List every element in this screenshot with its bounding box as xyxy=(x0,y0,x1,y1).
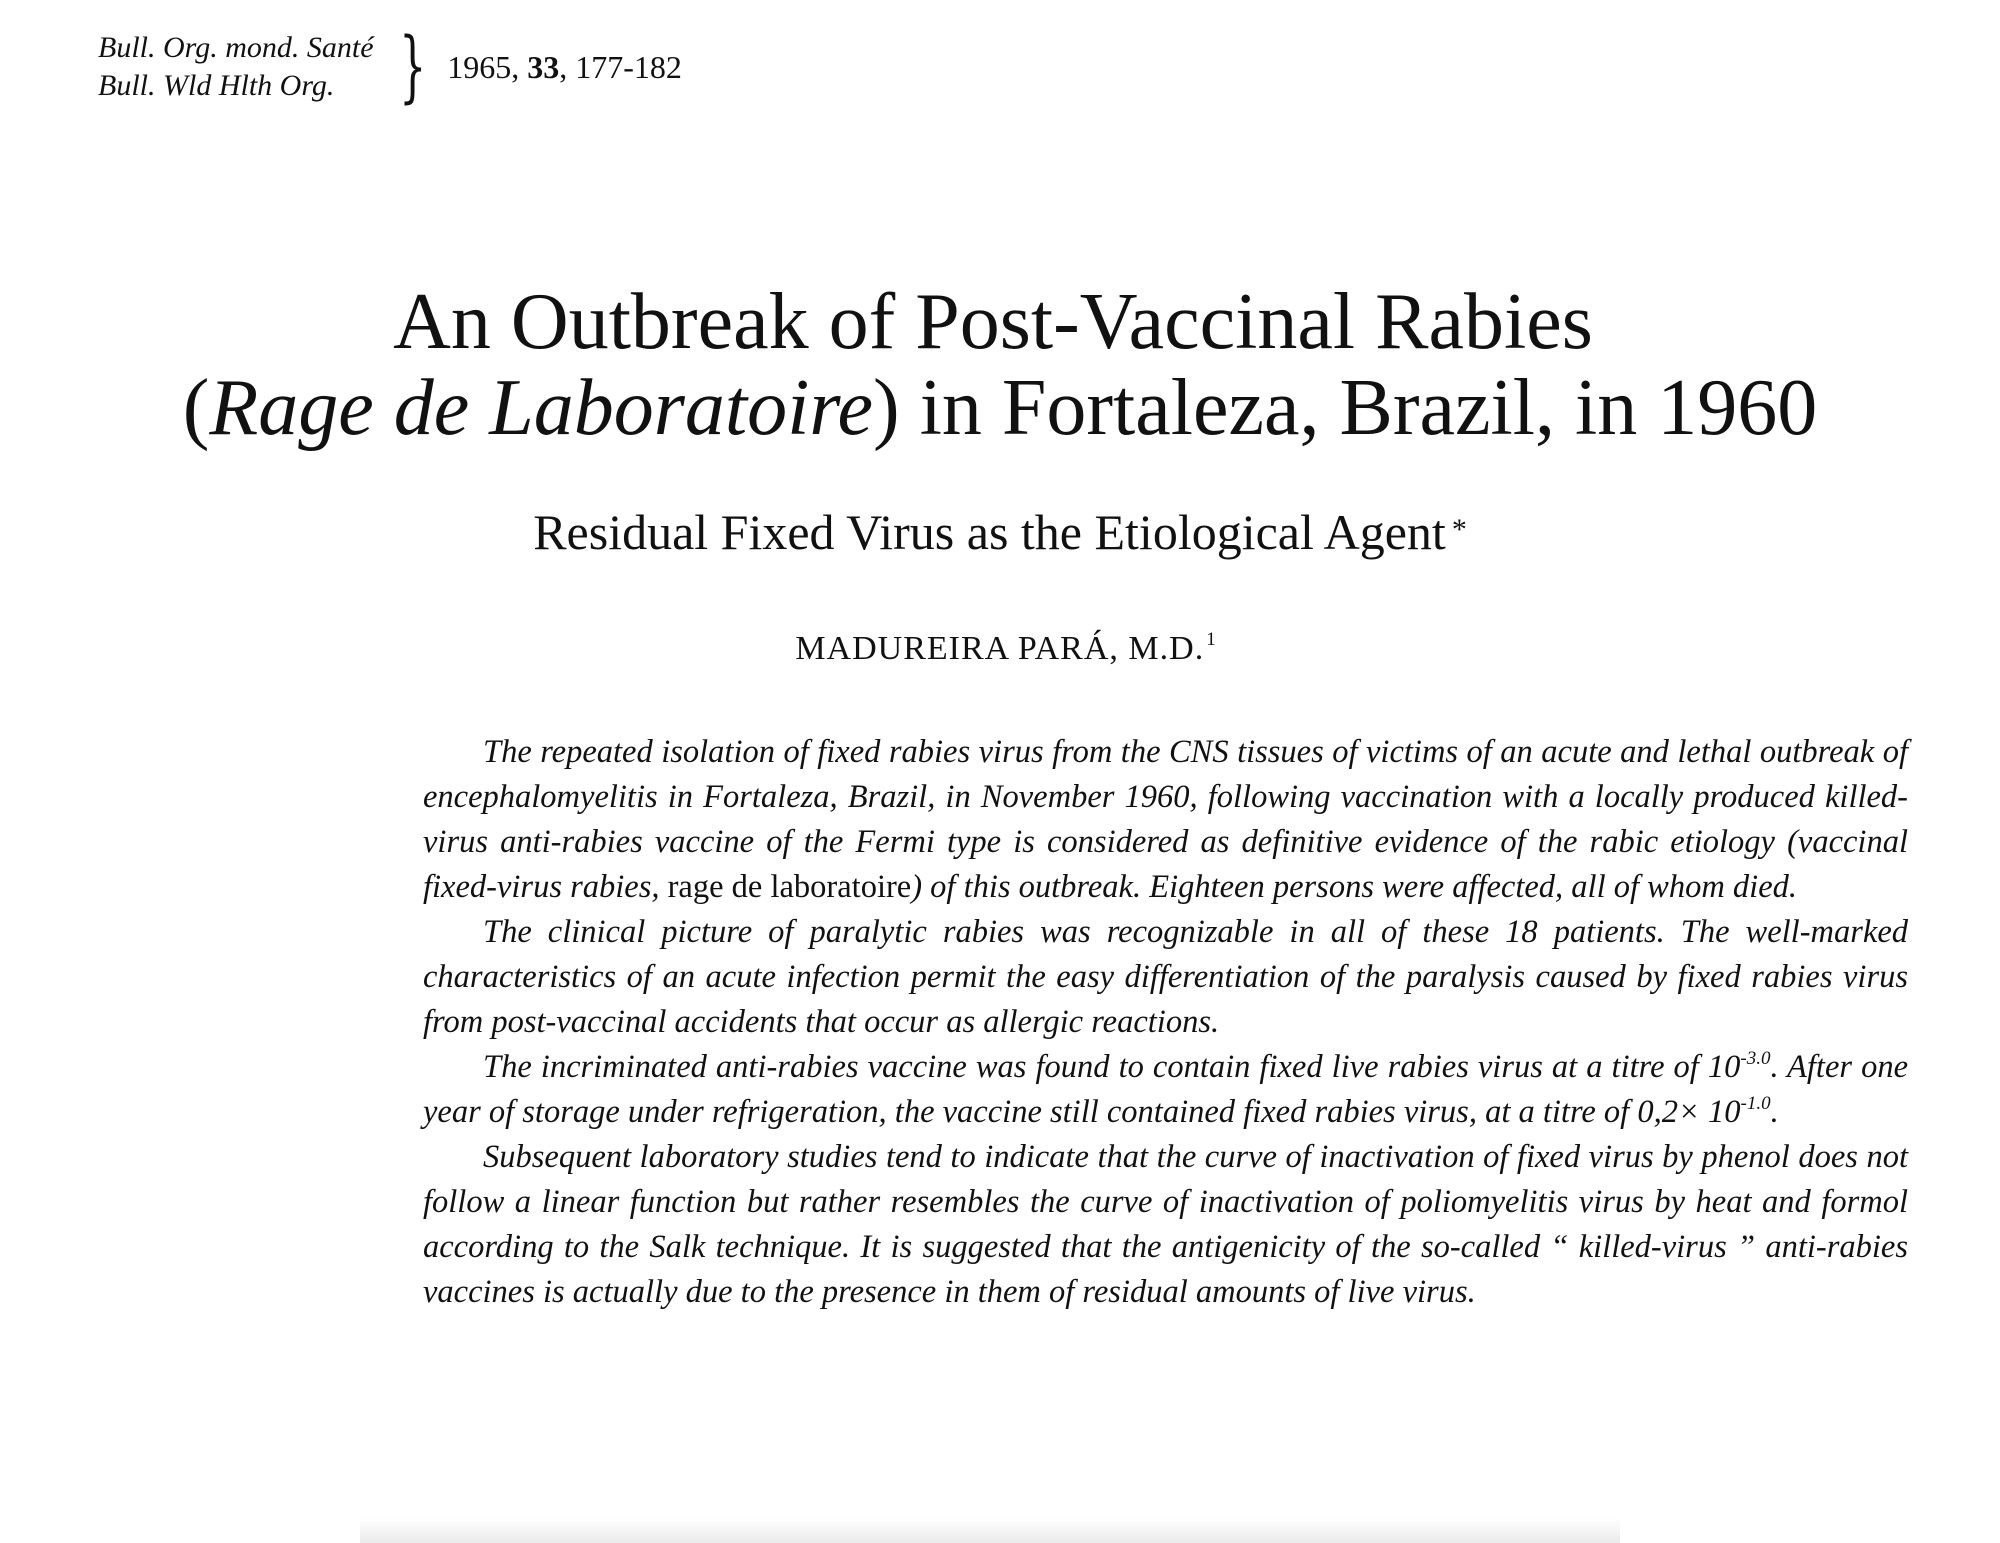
abstract-p3-text-b: . After one year of storage under refrigeration, the vaccine still contained fixed rabies virus, at a titre of 0,2× 10 xyxy=(423,1049,1908,1130)
citation-reference xyxy=(447,48,682,86)
paper-subtitle xyxy=(0,500,2000,562)
author-line xyxy=(0,618,2000,671)
subtitle-footnote-marker: * xyxy=(1451,513,1467,546)
title-rest: ) in Fortaleza, Brazil, in 1960 xyxy=(873,364,1818,452)
abstract-p1-text-a: The repeated isolation of fixed rabies virus from the CNS tissues of victims of an acute and lethal outbreak of encephalomyelitis in Fortaleza, Brazil, in November 1960, following vaccination with a locally produced killed-virus anti-rabies vaccine of the Fermi type is considered as definitive evidence of the rabic etiology (vaccinal fixed-virus rabies, xyxy=(423,734,1908,905)
titre-exponent-2: -1.0 xyxy=(1740,1093,1771,1114)
paper-title-line-2 xyxy=(0,362,2000,454)
author-footnote-marker: 1 xyxy=(1206,629,1217,650)
abstract-p1-text-b: ) of this outbreak. Eighteen persons were affected, all of whom died. xyxy=(911,869,1798,905)
journal-names xyxy=(98,29,374,105)
abstract-paragraph-2: The clinical picture of paralytic rabies was recognizable in all of these 18 patients. The well-marked characteristics of an acute infection permit the easy differentiation of the paralysis caused by fixed rabies virus from post-vaccinal accidents that occur as allergic reactions. xyxy=(423,914,1908,1040)
abstract xyxy=(423,730,1908,1315)
journal-name-french: Bull. Org. mond. Santé xyxy=(98,31,374,64)
abstract-p3-text-a: The incriminated anti-rabies vaccine was found to contain fixed live rabies virus at a titre of 10 xyxy=(483,1049,1741,1085)
journal-name-english: Bull. Wld Hlth Org. xyxy=(98,69,335,102)
paper-title-line-1: An Outbreak of Post-Vaccinal Rabies xyxy=(393,278,1593,366)
title-italic-phrase: Rage de Laboratoire xyxy=(209,364,874,452)
scan-edge-shadow xyxy=(360,1518,1620,1543)
title-open-paren: ( xyxy=(182,364,210,452)
journal-citation-header xyxy=(98,22,682,112)
abstract-paragraph-4: Subsequent laboratory studies tend to indicate that the curve of inactivation of fixed virus by phenol does not follow a linear function but rather resembles the curve of inactivation of poliomyelitis virus by heat and formol according to the Salk technique. It is suggested that the antigenicity of the so-called “ killed-virus ” anti-rabies vaccines is actually due to the presence in them of residual amounts of live virus. xyxy=(423,1139,1908,1310)
abstract-paragraph-3 xyxy=(423,1045,1908,1135)
citation-year: 1965, xyxy=(447,49,520,85)
subtitle-text: Residual Fixed Virus as the Etiological Agent xyxy=(533,504,1446,560)
titre-exponent-1: -3.0 xyxy=(1740,1048,1771,1069)
abstract-paragraph-1 xyxy=(423,730,1908,910)
citation-volume: 33 xyxy=(527,49,560,85)
abstract-p3-text-c: . xyxy=(1770,1094,1779,1130)
citation-pages: , 177-182 xyxy=(559,49,682,85)
author-name: MADUREIRA PARÁ, M.D. xyxy=(795,630,1205,667)
abstract-p1-roman-phrase: rage de laboratoire xyxy=(667,869,912,905)
right-brace: } xyxy=(398,22,427,112)
